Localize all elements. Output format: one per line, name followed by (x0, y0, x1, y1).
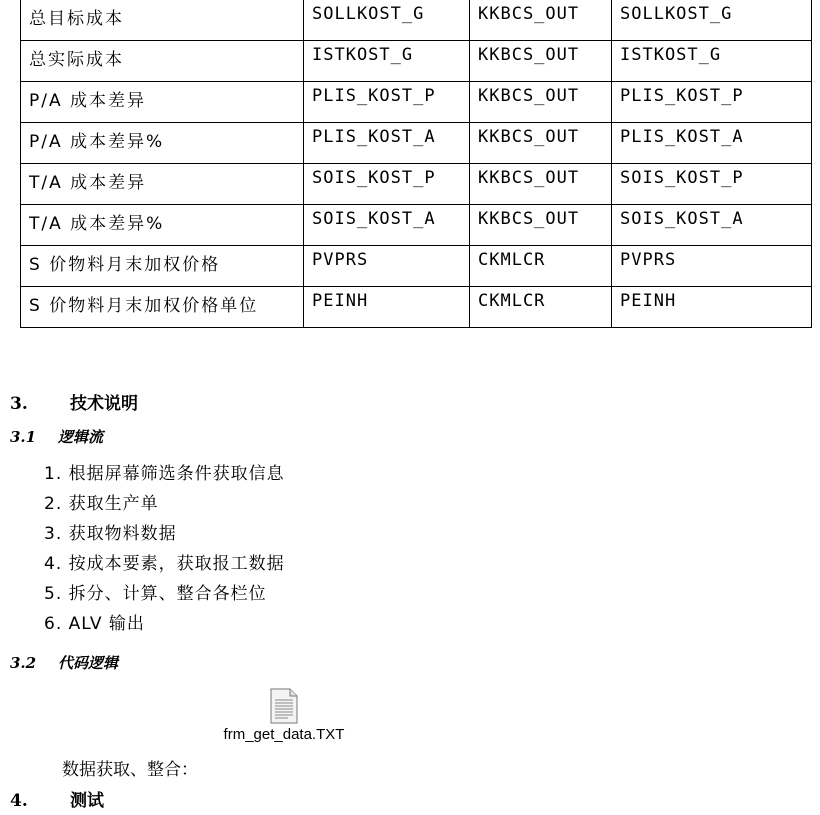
section-title: 测试 (70, 791, 104, 811)
logic-flow-list (44, 459, 285, 639)
field-mapping-table (20, 0, 812, 328)
section-4-heading (10, 786, 104, 811)
table-cell: SOLLKOST_G (304, 0, 470, 41)
subsection-title: 代码逻辑 (58, 654, 119, 672)
table-cell: CKMLCR (470, 246, 612, 287)
subsection-3-2-heading (10, 652, 118, 673)
table-cell: KKBCS_OUT (470, 164, 612, 205)
section-title: 技术说明 (70, 394, 138, 414)
table-cell: PLIS_KOST_A (612, 123, 812, 164)
table-cell: PEINH (304, 287, 470, 328)
embedded-file-attachment[interactable] (222, 688, 346, 743)
table-row (21, 0, 812, 41)
table-cell: S 价物料月末加权价格单位 (21, 287, 304, 328)
table-cell: PVPRS (304, 246, 470, 287)
table-cell: KKBCS_OUT (470, 0, 612, 41)
table-row (21, 41, 812, 82)
text-file-icon (270, 688, 298, 724)
table-cell: T/A 成本差异% (21, 205, 304, 246)
table-cell: SOIS_KOST_A (304, 205, 470, 246)
subsection-number: 3.2 (10, 654, 37, 672)
code-logic-caption: 数据获取、整合： (62, 760, 198, 780)
table-cell: KKBCS_OUT (470, 123, 612, 164)
table-cell: CKMLCR (470, 287, 612, 328)
list-item: 1. 根据屏幕筛选条件获取信息 (44, 464, 285, 484)
table-cell: SOLLKOST_G (612, 0, 812, 41)
list-item: 6. ALV 输出 (44, 614, 145, 634)
table-cell: PLIS_KOST_A (304, 123, 470, 164)
table-cell: SOIS_KOST_A (612, 205, 812, 246)
list-item: 2. 获取生产单 (44, 494, 159, 514)
table-cell: PEINH (612, 287, 812, 328)
table-cell: P/A 成本差异 (21, 82, 304, 123)
list-item: 4. 按成本要素，获取报工数据 (44, 554, 285, 574)
table-cell: KKBCS_OUT (470, 82, 612, 123)
table-cell: KKBCS_OUT (470, 41, 612, 82)
table-cell: PVPRS (612, 246, 812, 287)
table-row (21, 123, 812, 164)
table-cell: SOIS_KOST_P (612, 164, 812, 205)
table-cell: ISTKOST_G (612, 41, 812, 82)
attachment-filename: frm_get_data.TXT (223, 726, 345, 743)
subsection-title: 逻辑流 (58, 428, 104, 446)
section-number: 4. (10, 791, 28, 811)
table-row (21, 205, 812, 246)
table-cell: PLIS_KOST_P (304, 82, 470, 123)
subsection-3-1-heading (10, 426, 103, 447)
table-cell: KKBCS_OUT (470, 205, 612, 246)
table-row (21, 246, 812, 287)
section-number: 3. (10, 394, 28, 414)
table-cell: ISTKOST_G (304, 41, 470, 82)
table-cell: S 价物料月末加权价格 (21, 246, 304, 287)
list-item: 5. 拆分、计算、整合各栏位 (44, 584, 267, 604)
subsection-number: 3.1 (10, 428, 37, 446)
table-cell: SOIS_KOST_P (304, 164, 470, 205)
table-row (21, 82, 812, 123)
table-cell: PLIS_KOST_P (612, 82, 812, 123)
table-row (21, 164, 812, 205)
list-item: 3. 获取物料数据 (44, 524, 177, 544)
table-cell: 总实际成本 (21, 41, 304, 82)
table-cell: P/A 成本差异% (21, 123, 304, 164)
section-3-heading (10, 389, 138, 414)
table-cell: 总目标成本 (21, 0, 304, 41)
table-cell: T/A 成本差异 (21, 164, 304, 205)
table-row (21, 287, 812, 328)
